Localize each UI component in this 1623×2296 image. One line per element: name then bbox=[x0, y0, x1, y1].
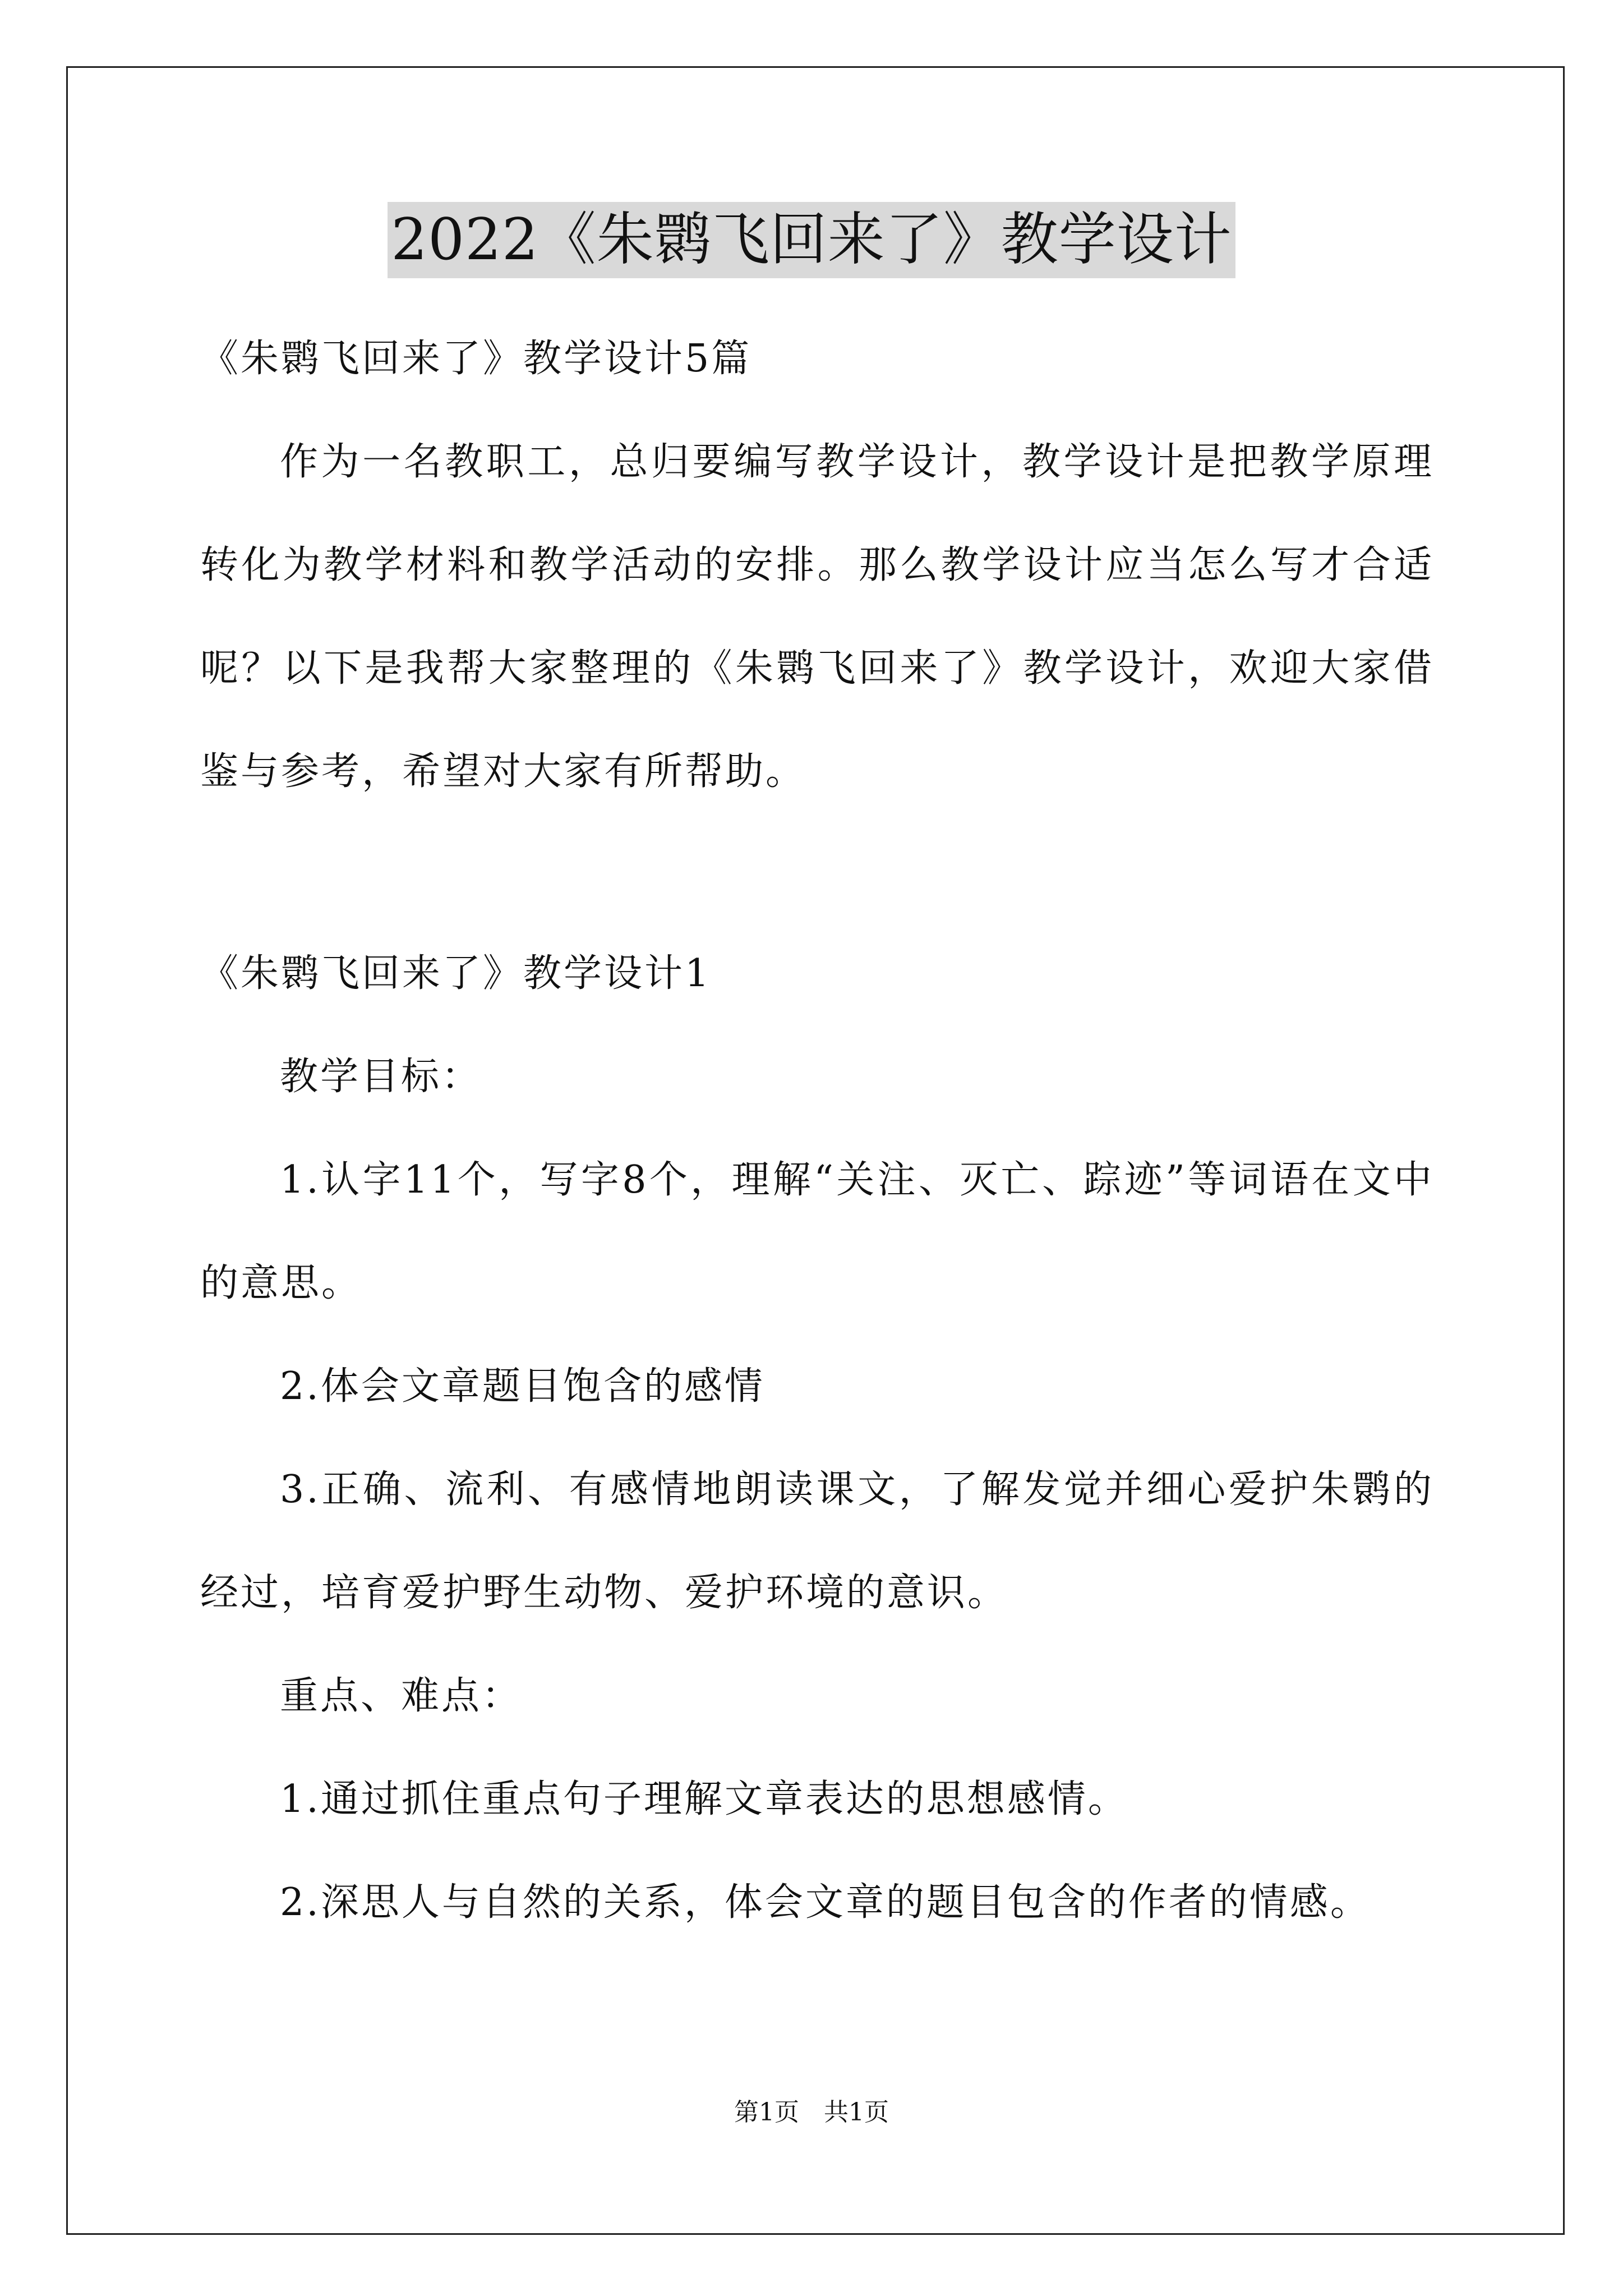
goal-item-1: 1.认字11个，写字8个，理解“关注、灭亡、踪迹”等词语在文中的意思。 bbox=[200, 1158, 1434, 1305]
keypoint-item-2: 2.深思人与自然的关系，体会文章的题目包含的作者的情感。 bbox=[280, 1880, 1371, 1925]
keypoint-item-1: 1.通过抓住重点句子理解文章表达的思想感情。 bbox=[280, 1777, 1128, 1821]
title-wrap bbox=[0, 202, 1623, 278]
section-heading: 《朱鹮飞回来了》教学设计1 bbox=[200, 951, 712, 996]
subtitle-paragraph: 《朱鹮飞回来了》教学设计5篇 bbox=[200, 337, 752, 381]
keypoints-heading: 重点、难点： bbox=[280, 1674, 523, 1718]
page-footer: 第1页 共1页 bbox=[734, 2098, 889, 2127]
intro-paragraph: 作为一名教职工，总归要编写教学设计，教学设计是把教学原理转化为教学材料和教学活动的安排。那么教学设计应当怎么写才合适呢？以下是我帮大家整理的《朱鹮飞回来了》教学设计，欢迎大家借鉴与参考，希望对大家有所帮助。 bbox=[200, 440, 1434, 794]
document-body bbox=[200, 307, 1434, 1954]
document-title: 2022《朱鹮飞回来了》教学设计 bbox=[388, 202, 1235, 278]
goals-heading: 教学目标： bbox=[280, 1055, 482, 1099]
goal-item-2: 2.体会文章题目饱含的感情 bbox=[280, 1364, 765, 1409]
goal-item-3: 3.正确、流利、有感情地朗读课文，了解发觉并细心爱护朱鹮的经过，培育爱护野生动物、爱护环境的意识。 bbox=[200, 1467, 1434, 1615]
